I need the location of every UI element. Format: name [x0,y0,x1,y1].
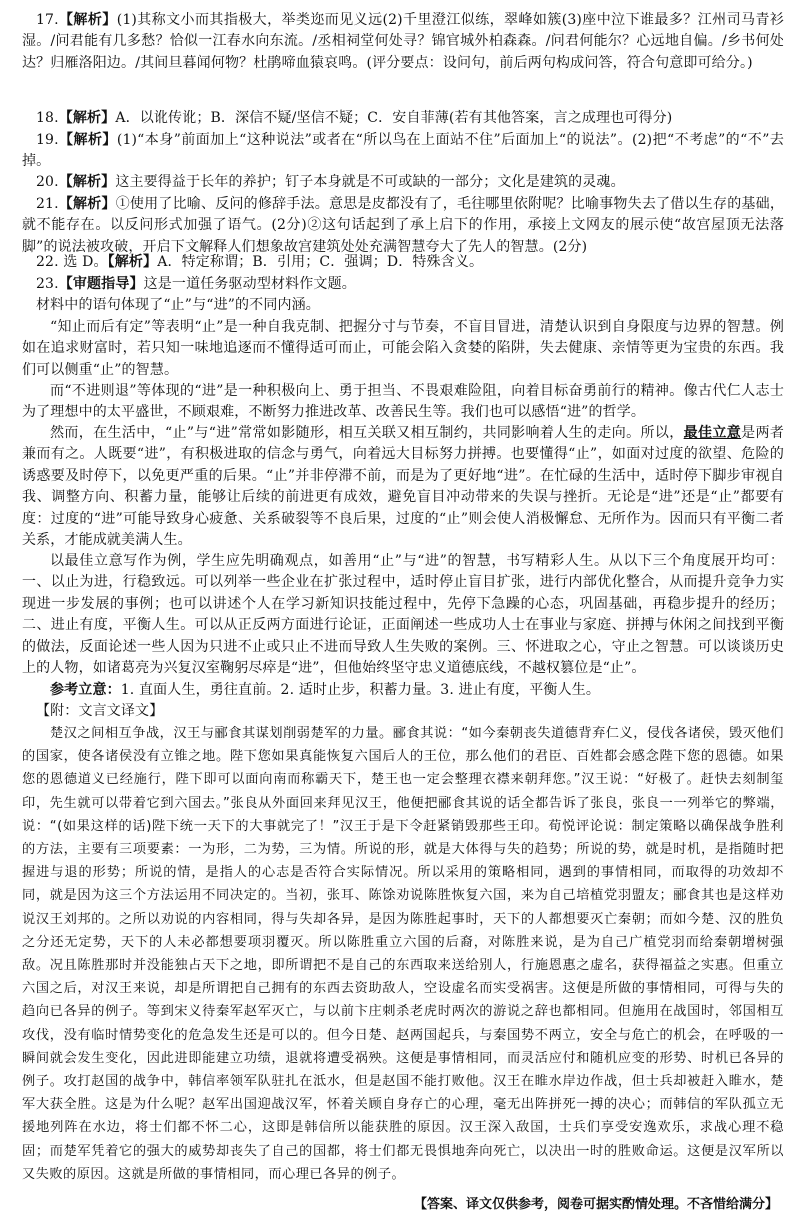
item-21: 21.【解析】①使用了比喻、反问的修辞手法。意思是皮都没有了，毛往哪里依附呢？比喻事物失去了借以生存的基础，就不能存在。以反问形式加强了语气。(2分)②这句话起到了承上启下的作用，承接上文网友的展示使“故宫屋顶无法落脚”的说法被攻破，开启下文解释人们想象故宫建筑处处充满智慧夸大了先人的智慧。(2分) [22,196,785,255]
review-guidance-tag: 【审题指导】 [58,276,144,292]
item-23: 23.【审题指导】这是一道任务驱动型材料作文题。 [36,276,356,292]
analysis-tag: 【解析】 [58,196,116,212]
item-17: 17.【解析】(1)其称文小而其指极大，举类迩而见义远(2)千里澄江似练，翠峰如簇(3)座中泣下谁最多？江州司马青衫湿。/问君能有几多愁？恰似一江春水向东流。/丞相祠堂何处寻？锦官城外柏森森。/问君何能尔？心远地自偏。/乡书何处达？归雁洛阳边。/其间旦暮闻何物？杜鹃啼血猿哀鸣。(评分要点：设问句，前后两句构成问答，符合句意即可给分。) [22,12,784,71]
item-18: 18.【解析】A．以讹传讹；B．深信不疑/坚信不疑；C．安自菲薄(若有其他答案，言之成理也可得分) [36,110,673,126]
essay-paragraph-2: “知止而后有定”等表明“止”是一种自我克制、把握分寸与节奏，不盲目冒进，清楚认识到自身限度与边界的智慧。例如在追求财富时，若只知一味地追逐而不懂得适可而止，可能会陷入贪婪的陷阱，失去健康、亲情等更为宝贵的东西。我们可以侧重“止”的智慧。 [22,319,784,378]
item-19: 19.【解析】(1)“本身”前面加上“这种说法”或者在“所以鸟在上面站不住”后面加上“的说法”。(2)把“不考虑”的“不”去掉。 [22,132,784,170]
analysis-tag: 【解析】 [58,12,117,28]
appendix-title: 【附：文言文译文】 [36,703,164,719]
item-22: 22. 选 D。【解析】A．特定称谓；B．引用；C．强调；D．特殊含义。 [36,254,484,270]
item-20: 20.【解析】这主要得益于长年的养护；钉子本身就是不可或缺的一部分；文化是建筑的灵魂。 [36,174,625,190]
essay-paragraph-1: 材料中的语句体现了“止”与“进”的不同内涵。 [36,297,320,313]
analysis-tag: 【解析】 [58,174,116,190]
analysis-tag: 【解析】 [58,110,116,126]
reference-intent: 参考立意：1. 直面人生，勇往直前。2. 适时止步，积蓄力量。3. 进止有度，平衡人生。 [50,682,601,698]
analysis-tag: 【解析】 [107,254,158,270]
classical-translation: 楚汉之间相互争战，汉王与郦食其谋划削弱楚军的力量。郦食其说：“如今秦朝丧失道德背弃仁义，侵伐各诸侯，毁灭他们的国家，使各诸侯没有立锥之地。陛下您如果真能恢复六国后人的王位，那么他们的君臣、百姓都会感念陛下您的恩德。如果您的恩德道义已经施行，陛下即可以面向南而称霸天下，楚王也一定会整理衣襟来朝拜您。”汉王说：“好极了。赶快去刻制玺印，先生就可以带着它到六国去。”张良从外面回来拜见汉王，他便把郦食其说的话全都告诉了张良，张良一一列举它的弊端，说：“(如果这样的话)陛下统一天下的大事就完了！”汉王于是下令赶紧销毁那些王印。荀悦评论说：制定策略以确保战争胜利的方法，主要有三项要素：一为形，二为势，三为情。所说的形，就是大体得与失的趋势；所说的势，就是时机，是指随时把握进与退的形势；所说的情，是指人的心志是否符合实际情况。所以采用的策略相同，遇到的事情相同，而取得的功效却不同，就是因为这三个方法运用不同决定的。当初，张耳、陈馀劝说陈胜恢复六国，来为自己培植党羽盟友；郦食其也是这样劝说汉王刘邦的。之所以劝说的内容相同，得与失却各异，是因为陈胜起事时，天下的人都想要灭亡秦朝；而如今楚、汉的胜负之分还无定势，天下的人未必都想要项羽覆灭。所以陈胜重立六国的后裔，对陈胜来说，是为自己广植党羽而给秦朝增树强敌。况且陈胜那时并没能独占天下之地，即所谓把不是自己的东西取来送给别人，行施恩惠之虚名，获得福益之实惠。但重立六国之后，对汉王来说，却是所谓把自己拥有的东西去资助敌人，空设虚名而实受祸害。这便是所做的事情相同，可得与失的趋向已各异的例子。等到宋义待秦军赵军灭亡，与以前卞庄刺杀老虎时两次的游说之辞也都相同。但施用在战国时，邻国相互攻伐，没有临时情势变化的危急发生还是可以的。但今日楚、赵两国起兵，与秦国势不两立，安全与危亡的机会，在呼吸的一瞬间就会发生变化，因此进即能建立功绩，退就将遭受祸殃。这便是事情相同，而灵活应付和随机应变的形势、时机已各异的例子。攻打赵国的战争中，韩信率领军队驻扎在泜水，但是赵国不能打败他。汉王在睢水岸边作战，但士兵却被赶入睢水，楚军大获全胜。这是为什么呢？赵军出国迎战汉军，怀着关顾自身存亡的心理，毫无出阵拼死一搏的决心；而韩信的军队孤立无援地列阵在水边，将士们都不怀二心，这即是韩信所以能获胜的原因。汉王深入敌国，士兵们享受安逸欢乐，求战心理不稳固；而楚军凭着它的强大的威势却丧失了自己的国都，将士们都无畏惧地奔向死亡，以决出一时的胜败命运。这便是汉军所以又失败的原因。这就是所做的事情相同，而心理已各异的例子。 [22,726,784,1182]
essay-paragraph-3: 而“不进则退”等体现的“进”是一种积极向上、勇于担当、不畏艰难险阻，向着目标奋勇前行的精神。像古代仁人志士为了理想中的太平盛世，不顾艰难，不断努力推进改革、改善民生等。我们也可以感悟“进”的哲学。 [22,383,784,421]
essay-paragraph-4: 然而，在生活中，“止”与“进”常常如影随形，相互关联又相互制约，共同影响着人生的走向。所以，最佳立意是两者兼而有之。人既要“进”，有积极进取的信念与勇气，向着远大目标努力拼搏。也要懂得“止”，如面对过度的欲望、危险的诱惑要及时停下，以免更严重的后果。“止”并非停滞不前，而是为了更好地“进”。在忙碌的生活中，适时停下脚步审视自我、调整方向、积蓄力量，能够让后续的前进更有成效，避免盲目冲动带来的失误与挫折。无论是“进”还是“止”都要有度：过度的“进”可能导致身心疲惫、关系破裂等不良后果，过度的“止”则会使人消极懈怠、无所作为。因而只有平衡二者关系，才能成就美满人生。 [22,425,784,549]
footer-note: 【答案、译文仅供参考，阅卷可据实酌情处理。不吝惜给满分】 [413,1197,778,1212]
reference-intent-label: 参考立意： [50,682,121,698]
essay-paragraph-5: 以最佳立意写作为例，学生应先明确观点，如善用“止”与“进”的智慧，书写精彩人生。从以下三个角度展开均可：一、以止为进，行稳致远。可以列举一些企业在扩张过程中，适时停止盲目扩张，进行内部优化整合，从而提升竞争力实现进一步发展的事例；也可以讲述个人在学习新知识技能过程中，先停下急躁的心态，巩固基础，再稳步提升的经历；二、进止有度，平衡人生。可以从正反两方面进行论证，正面阐述一些成功人士在事业与家庭、拼搏与休闲之间找到平衡的做法，反面论述一些人因为只进不止或只止不进而导致人生失败的案例。三、怀进取之心，守止之智慧。可以谈谈历史上的人物，如诸葛亮为兴复汉室鞠躬尽瘁是“进”，但他始终坚守忠义道德底线，不越权篡位是“止”。 [22,553,784,677]
analysis-tag: 【解析】 [58,132,117,148]
best-intent-highlight: 最佳立意 [683,425,742,441]
